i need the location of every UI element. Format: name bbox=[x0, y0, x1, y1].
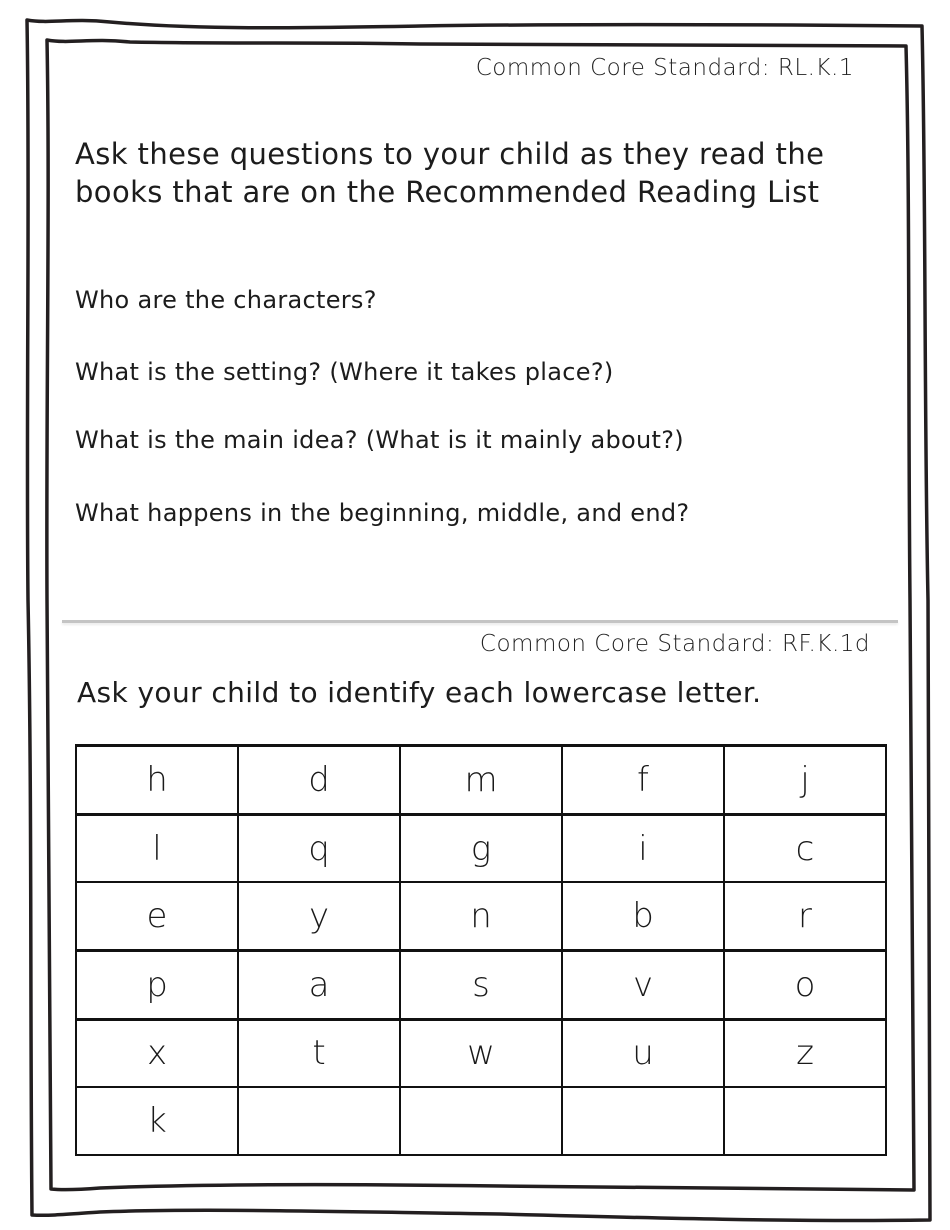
lowercase-letter-grid bbox=[75, 744, 887, 1156]
letter-cell: u bbox=[562, 1019, 724, 1087]
question-characters: Who are the characters? bbox=[75, 286, 377, 314]
letter-cell: a bbox=[238, 950, 400, 1019]
letter-cell: d bbox=[238, 746, 400, 815]
letter-cell: w bbox=[400, 1019, 562, 1087]
letter-row bbox=[76, 950, 886, 1019]
letter-row bbox=[76, 882, 886, 950]
empty-letter-cell bbox=[238, 1087, 400, 1155]
letter-cell: y bbox=[238, 882, 400, 950]
section-divider bbox=[62, 620, 898, 623]
letter-instruction-text: Ask your child to identify each lowercase letter. bbox=[77, 676, 762, 709]
letter-cell: k bbox=[76, 1087, 238, 1155]
letter-cell: o bbox=[724, 950, 886, 1019]
empty-letter-cell bbox=[400, 1087, 562, 1155]
letter-cell: l bbox=[76, 814, 238, 882]
letter-row bbox=[76, 1087, 886, 1155]
reading-intro-text: Ask these questions to your child as they read the books that are on the Recommended Reading List bbox=[75, 137, 825, 209]
letter-cell: r bbox=[724, 882, 886, 950]
letter-cell: p bbox=[76, 950, 238, 1019]
letter-cell: z bbox=[724, 1019, 886, 1087]
letter-cell: v bbox=[562, 950, 724, 1019]
letter-cell: e bbox=[76, 882, 238, 950]
letter-cell: s bbox=[400, 950, 562, 1019]
empty-letter-cell bbox=[724, 1087, 886, 1155]
letter-cell: h bbox=[76, 746, 238, 815]
letter-cell: i bbox=[562, 814, 724, 882]
question-main-idea: What is the main idea? (What is it mainly about?) bbox=[75, 426, 684, 454]
letter-row bbox=[76, 1019, 886, 1087]
question-setting: What is the setting? (Where it takes place?) bbox=[75, 358, 614, 386]
empty-letter-cell bbox=[562, 1087, 724, 1155]
letter-cell: m bbox=[400, 746, 562, 815]
letter-cell: j bbox=[724, 746, 886, 815]
standard-label-rl: Common Core Standard: RL.K.1 bbox=[475, 55, 854, 81]
question-beginning-middle-end: What happens in the beginning, middle, and end? bbox=[75, 499, 690, 527]
letter-row bbox=[76, 746, 886, 815]
letter-cell: f bbox=[562, 746, 724, 815]
letter-cell: q bbox=[238, 814, 400, 882]
letter-cell: b bbox=[562, 882, 724, 950]
letter-cell: g bbox=[400, 814, 562, 882]
standard-label-rf: Common Core Standard: RF.K.1d bbox=[479, 631, 870, 657]
letter-row bbox=[76, 814, 886, 882]
letter-cell: x bbox=[76, 1019, 238, 1087]
letter-cell: n bbox=[400, 882, 562, 950]
letter-cell: c bbox=[724, 814, 886, 882]
letter-cell: t bbox=[238, 1019, 400, 1087]
